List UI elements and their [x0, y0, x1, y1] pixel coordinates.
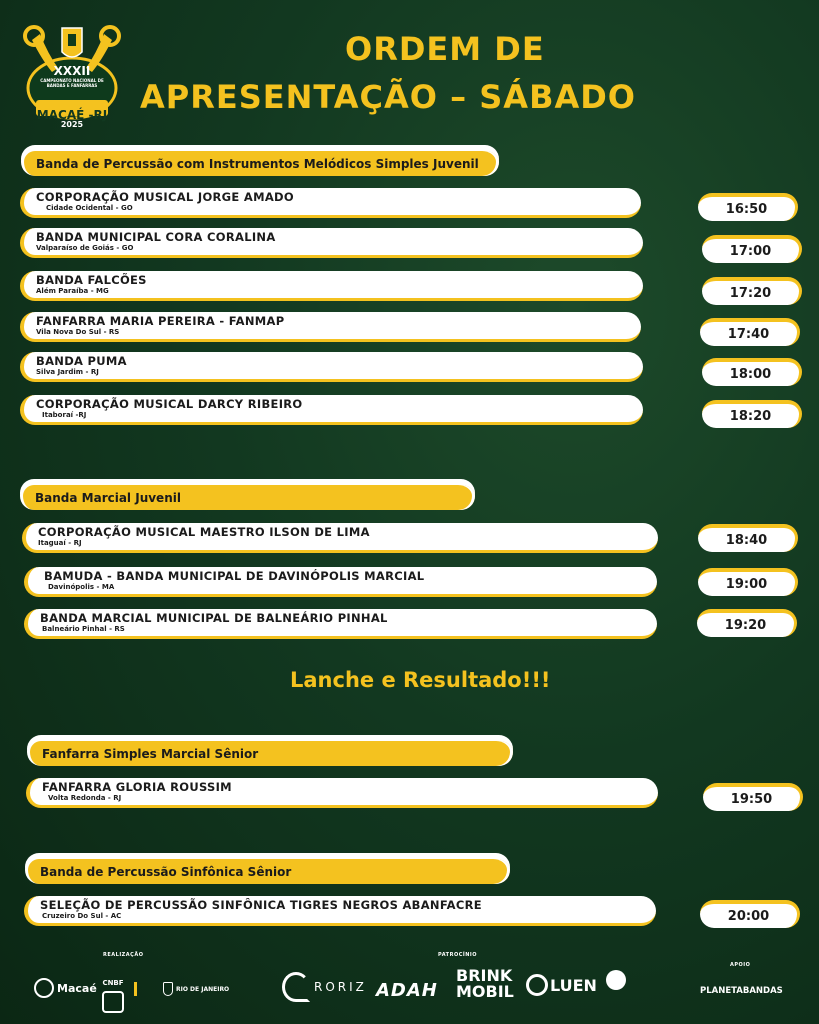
logo-edition-number: XXXII — [53, 64, 91, 78]
category-header: Fanfarra Simples Marcial Sênior — [27, 738, 513, 766]
secretaria-logo — [134, 982, 158, 996]
paw-icon — [606, 970, 626, 990]
state-shield-icon — [163, 982, 173, 996]
time-badge: 18:00 — [702, 358, 802, 386]
time-badge: 19:00 — [698, 568, 798, 596]
band-row — [26, 778, 658, 808]
band-location: Cruzeiro Do Sul - AC — [42, 912, 122, 920]
band-row — [24, 896, 656, 926]
band-location: Itaguaí - RJ — [38, 539, 82, 547]
cnbf-emblem-icon — [102, 991, 124, 1013]
roriz-logo — [282, 972, 367, 1002]
band-location: Davinópolis - MA — [48, 583, 115, 591]
roriz-mark-icon — [282, 972, 310, 1002]
planetabandas-logo: PLANETABANDAS — [700, 986, 783, 996]
band-row — [20, 271, 643, 301]
time-badge: 17:40 — [700, 318, 800, 346]
rio-de-janeiro-text: RIO DE JANEIRO — [176, 985, 230, 993]
band-row — [24, 609, 657, 639]
cnbf-logo — [100, 970, 126, 1013]
time-badge: 18:40 — [698, 524, 798, 552]
cnbf-logo-text: CNBF — [102, 979, 124, 987]
time-badge: 19:50 — [703, 783, 803, 811]
luen-text: LUEN — [550, 975, 597, 995]
band-name: FANFARRA MARIA PEREIRA - FANMAP — [36, 314, 285, 328]
band-row — [22, 523, 658, 553]
band-row — [20, 228, 643, 258]
band-location: Silva Jardim - RJ — [36, 368, 99, 376]
band-row — [20, 188, 641, 218]
band-row — [20, 312, 641, 342]
apoio-label: APOIO — [730, 962, 751, 968]
band-name: SELEÇÃO DE PERCUSSÃO SINFÔNICA TIGRES NEGROS ABANFACRE — [40, 898, 482, 912]
luen-logo — [526, 974, 597, 996]
logo-subtitle: CAMPEONATO NACIONAL DE BANDAS E FANFARRAS — [40, 78, 104, 88]
band-location: Vila Nova Do Sul - RS — [36, 328, 120, 336]
macae-logo — [34, 978, 97, 998]
logo-city: MACAÉ -RJ — [36, 108, 108, 122]
band-name: CORPORAÇÃO MUSICAL JORGE AMADO — [36, 190, 294, 204]
patrocinio-label: PATROCÍNIO — [438, 952, 478, 958]
band-location: Balneário Pinhal - RS — [42, 625, 125, 633]
time-badge: 17:00 — [702, 235, 802, 263]
time-badge: 18:20 — [702, 400, 802, 428]
realizacao-label: REALIZAÇÃO — [103, 952, 144, 958]
logo-year: 2025 — [60, 120, 84, 129]
break-announcement: Lanche e Resultado!!! — [290, 668, 551, 692]
band-location: Cidade Ocidental - GO — [46, 204, 133, 212]
band-row — [24, 567, 657, 597]
band-location: Volta Redonda - RJ — [48, 794, 122, 802]
rio-de-janeiro-logo — [163, 982, 229, 996]
band-location: Itaboraí -RJ — [42, 411, 87, 419]
time-badge: 16:50 — [698, 193, 798, 221]
time-badge: 17:20 — [702, 277, 802, 305]
band-name: BANDA MARCIAL MUNICIPAL DE BALNEÁRIO PINHAL — [40, 611, 388, 625]
band-row — [20, 395, 643, 425]
band-location: Além Paraíba - MG — [36, 287, 109, 295]
band-location: Valparaíso de Goiás - GO — [36, 244, 134, 252]
adah-logo: ADAH — [376, 980, 438, 1001]
page-title-line1: ORDEM DE — [345, 30, 545, 68]
paw-logo — [602, 966, 630, 1000]
band-name: CORPORAÇÃO MUSICAL MAESTRO ILSON DE LIMA — [38, 525, 370, 539]
band-name: BANDA MUNICIPAL CORA CORALINA — [36, 230, 276, 244]
roriz-text: RORIZ — [314, 980, 367, 994]
category-header: Banda Marcial Juvenil — [20, 482, 475, 510]
macae-seal-icon — [34, 978, 54, 998]
band-row — [20, 352, 643, 382]
brink-mobil-logo: BRINK MOBIL — [456, 966, 514, 1001]
band-name: CORPORAÇÃO MUSICAL DARCY RIBEIRO — [36, 397, 303, 411]
championship-logo — [18, 20, 126, 129]
category-header: Banda de Percussão com Instrumentos Melódicos Simples Juvenil — [21, 148, 499, 176]
category-header: Banda de Percussão Sinfônica Sênior — [25, 856, 510, 884]
luen-ring-icon — [526, 974, 548, 996]
band-name: BANDA FALCÕES — [36, 273, 147, 287]
page-title-line2: APRESENTAÇÃO – SÁBADO — [140, 78, 636, 116]
macae-logo-text: Macaé — [57, 981, 97, 995]
band-name: BAMUDA - BANDA MUNICIPAL DE DAVINÓPOLIS MARCIAL — [44, 569, 425, 583]
band-name: BANDA PUMA — [36, 354, 127, 368]
time-badge: 19:20 — [697, 609, 797, 637]
time-badge: 20:00 — [700, 900, 800, 928]
band-name: FANFARRA GLORIA ROUSSIM — [42, 780, 232, 794]
